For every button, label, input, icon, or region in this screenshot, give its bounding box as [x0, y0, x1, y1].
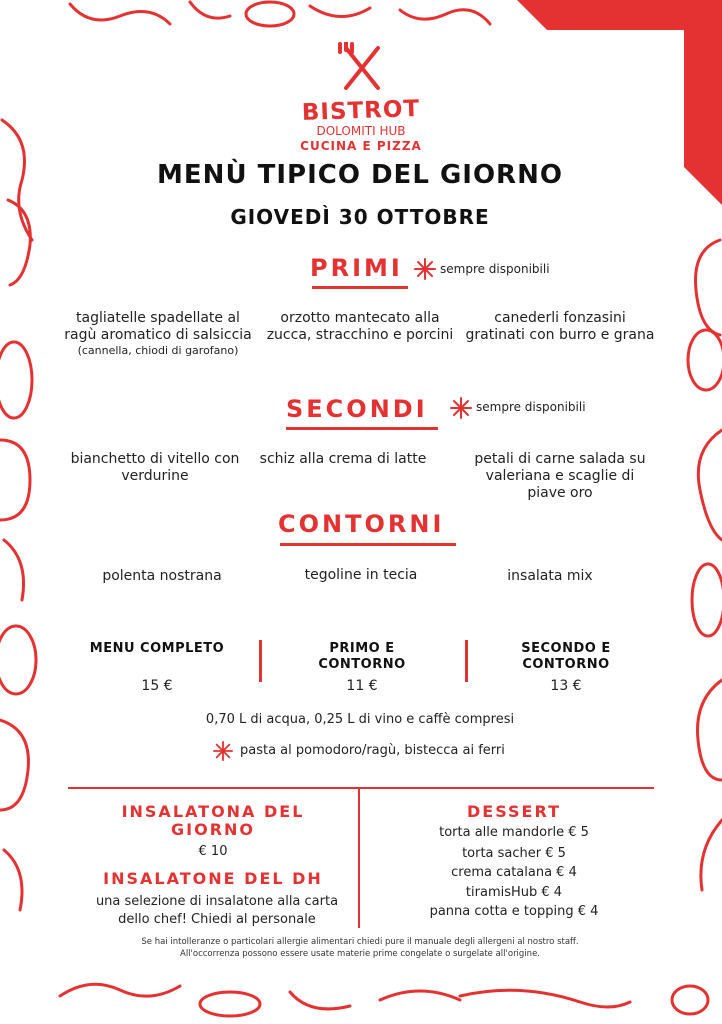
dish-secondo-1 — [60, 451, 250, 485]
asterisk-icon — [414, 258, 436, 280]
price-divider — [465, 640, 468, 682]
dish-primo-1 — [63, 310, 253, 358]
includes-note: 0,70 L di acqua, 0,25 L di vino e caffè compresi — [205, 712, 515, 727]
brand-tagline: CUCINA E PIZZA — [300, 139, 422, 153]
asterisk-icon — [213, 741, 233, 761]
price-divider — [259, 640, 262, 682]
dessert-item: torta sacher € 5 — [462, 846, 566, 861]
dish-name: canederli fonzasini gratinati con burro e grana — [465, 310, 655, 343]
insalatone-title: INSALATONE DEL DH — [103, 869, 323, 888]
price-label-menu-completo: MENU COMPLETO — [89, 641, 225, 656]
bottom-divider-vertical — [358, 788, 360, 928]
secondi-note: sempre disponibili — [476, 400, 586, 414]
dish-contorno-3 — [455, 568, 645, 585]
menu-date: GIOVEDÌ 30 OTTOBRE — [230, 205, 490, 229]
price-value-primo-contorno: 11 € — [346, 678, 378, 694]
brand-name: BISTROT — [301, 95, 421, 127]
dish-name: orzotto mantecato alla zucca, stracchino e porcini — [266, 310, 454, 343]
page-title: MENÙ TIPICO DEL GIORNO — [157, 160, 563, 190]
primi-note: sempre disponibili — [440, 262, 550, 276]
dish-name: petali di carne salada su valeriana e scaglie di piave oro — [474, 451, 646, 501]
allergy-note: Se hai intolleranze o particolari allergie alimentari chiedi pure il manuale degli allergeni al nostro staff. — [141, 937, 579, 947]
dish-name: schiz alla crema di latte — [259, 451, 427, 467]
insalatona-price: € 10 — [198, 844, 228, 859]
dish-contorno-1 — [67, 568, 257, 585]
dessert-item: tiramisHub € 4 — [465, 885, 563, 900]
section-title-primi: PRIMI — [310, 254, 403, 282]
dessert-title: DESSERT — [467, 802, 561, 821]
insalatona-title: INSALATONA DEL GIORNO — [121, 802, 305, 839]
dish-contorno-2 — [266, 567, 456, 584]
dish-secondo-2 — [248, 451, 438, 468]
section-underline — [280, 543, 456, 546]
price-value-secondo-contorno: 13 € — [550, 678, 582, 694]
dessert-item: panna cotta e topping € 4 — [429, 904, 599, 919]
bottom-divider-horizontal — [68, 787, 654, 789]
dish-name: polenta nostrana — [102, 568, 222, 584]
section-title-contorni: CONTORNI — [278, 510, 445, 538]
dish-name: tagliatelle spadellate al ragù aromatico di salsiccia — [64, 310, 252, 343]
price-label-secondo-contorno: SECONDO E CONTORNO — [521, 641, 611, 672]
brand-subtitle: DOLOMITI HUB — [316, 124, 406, 138]
dish-primo-3 — [465, 310, 655, 344]
section-title-secondi: SECONDI — [286, 395, 428, 423]
fork-knife-icon — [336, 42, 388, 92]
dessert-item: torta alle mandorle € 5 — [439, 825, 589, 840]
dish-primo-2 — [265, 310, 455, 344]
price-label-primo-contorno: PRIMO E CONTORNO — [318, 641, 406, 672]
asterisk-icon — [450, 397, 472, 419]
dish-name: tegoline in tecia — [304, 567, 418, 583]
dessert-item: crema catalana € 4 — [451, 865, 577, 880]
dish-detail: (cannella, chiodi di garofano) — [77, 344, 239, 357]
price-value-menu-completo: 15 € — [141, 678, 173, 694]
section-underline — [286, 427, 438, 430]
always-available-note: pasta al pomodoro/ragù, bistecca ai ferri — [240, 743, 505, 758]
section-underline — [312, 286, 408, 289]
frozen-note: All'occorrenza possono essere usate materie prime congelate o surgelate all'origine. — [180, 949, 540, 959]
dish-name: insalata mix — [507, 568, 593, 584]
insalatone-text: una selezione di insalatone alla carta dello chef! Chiedi al personale — [95, 894, 339, 927]
dish-name: bianchetto di vitello con verdurine — [70, 451, 240, 484]
dish-secondo-3 — [465, 451, 655, 502]
